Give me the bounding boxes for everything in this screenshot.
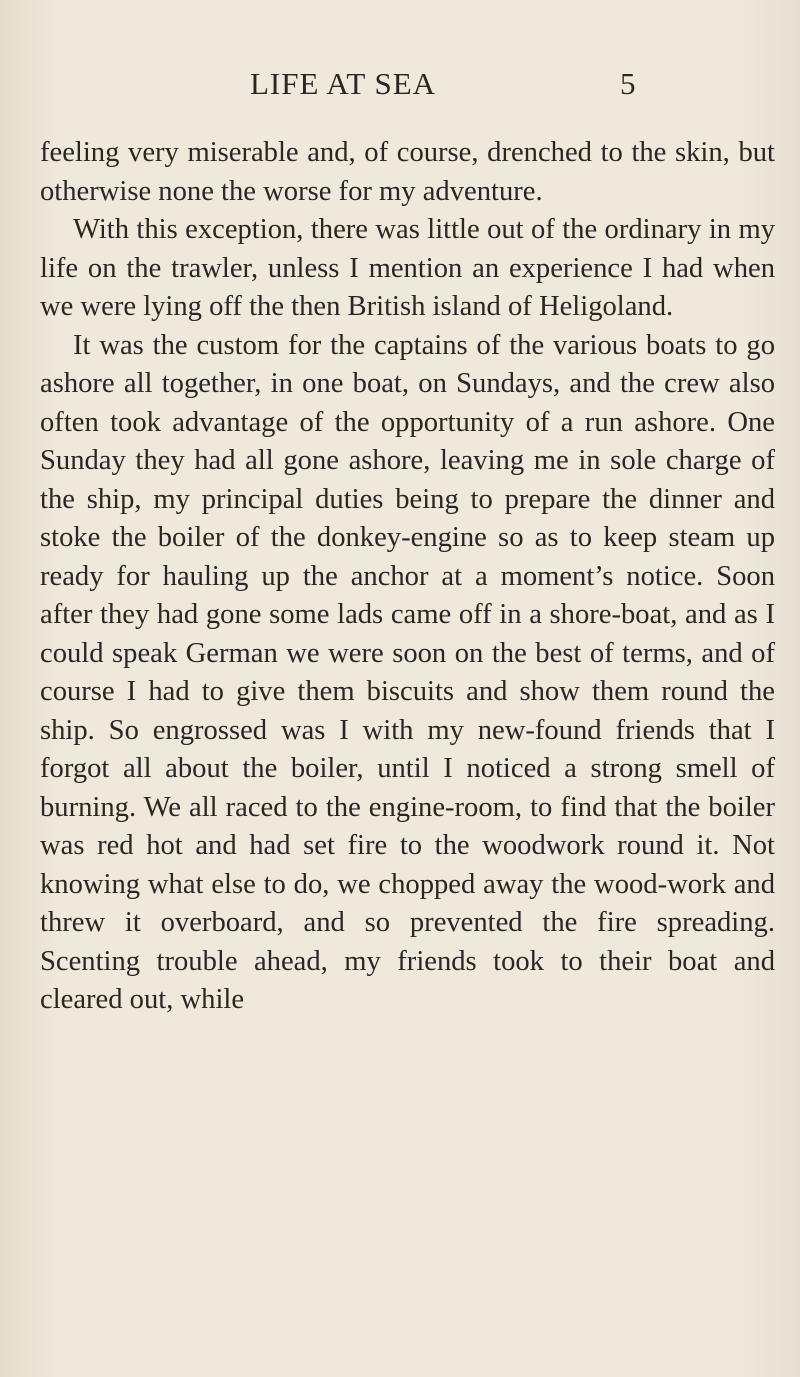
paragraph: It was the custom for the captains of the various boats to go ashore all together, in one boat, on Sundays, and the crew also often took advantage of the opportunity of a run ashore. One Sunday they had all gone ashore, leaving me in sole charge of the ship, my principal duties being to prepare the dinner and stoke the boiler of the donkey-engine so as to keep steam up ready for hauling up the anchor at a moment’s notice. Soon after they had gone some lads came off in a shore-boat, and as I could speak German we were soon on the best of terms, and of course I had to give them biscuits and show them round the ship. So engrossed was I with my new-found friends that I forgot all about the boiler, until I noticed a strong smell of burning. We all raced to the engine-room, to find that the boiler was red hot and had set fire to the woodwork round it. Not knowing what else to do, we chopped away the wood-work and threw it overboard, and so prevented the fire spreading. Scenting trouble ahead, my friends took to their boat and cleared out, while bbox=[40, 329, 775, 1015]
paragraph: feeling very miserable and, of course, drenched to the skin, but otherwise none the worse for my adventure. bbox=[40, 137, 775, 207]
running-title: LIFE AT SEA bbox=[249, 66, 437, 101]
page-header bbox=[0, 66, 800, 106]
body-text bbox=[40, 134, 775, 1020]
page-number: 5 bbox=[620, 66, 636, 101]
paragraph: With this exception, there was little out of the ordinary in my life on the trawler, unless I mention an experience I had when we were lying off the then British island of Heligoland. bbox=[40, 214, 775, 322]
